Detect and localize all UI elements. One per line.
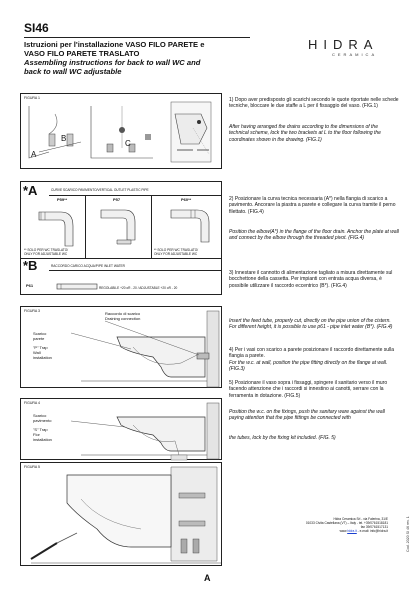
figure-3-outlet-label-2: parete [33, 336, 45, 341]
step-3-english: Insert the feed tube, properly cut, directly on the pipe union of the cistern. For different height, it is possible to use p61 - pipe inlet water (B*). (FIG.4) [229, 318, 393, 331]
part-p59-label: P59** [57, 197, 68, 202]
footer-website-link[interactable]: hidra.it [347, 529, 357, 533]
step-1-italian: 1) Dopo aver predisposto gli scarichi secondo le quote riportate nelle schede tecniche, bloccare le due staffe a L per il fissaggio del vaso. (FIG.1) [229, 97, 399, 110]
document-code: SI46 [24, 21, 49, 35]
figure-3-ptrap-label-3: installation [33, 355, 52, 360]
figure-3-ptrap-label-2: Wall [33, 350, 41, 355]
title-english-2: back to wall WC adjustable [24, 67, 122, 76]
figure-1-letter-c: C [125, 139, 131, 148]
step-5-english-2: the tubes, lock by the fixing kit included. (FIG. 5) [229, 435, 336, 441]
step-5-italian: 5) Posizionare il vaso sopra i fissaggi, spingere il sanitario verso il muro facendo attenzione che i raccordi si innestino ai canotti, serrare con la ferramenta in dotazione. (FIG.5) [229, 380, 388, 399]
brand-logo [308, 38, 394, 60]
step-3-italian: 3) Innestare il cannotto di alimentazione tagliato a misura direttamente sul bocchettone della cassetta. Per impianti con entrata acqua diversa, è possibile utilizzare il raccordo eccentrico (B*). (FIG.4) [229, 270, 393, 289]
footer-web-prefix: www. [339, 529, 348, 533]
footer-email: - e-mail: info@hidra.it [356, 529, 388, 533]
components-b-underline [49, 270, 221, 271]
note-left-line-2: ONLY FOR ADJUSTABLE WC [24, 252, 68, 256]
note-left-line-1: ** SOLO PER WC TRASLATO/ [24, 248, 69, 252]
part-p57-label: P57 [113, 197, 121, 202]
figure-3-label: FIGURA 3 [24, 309, 40, 313]
marker-b: *B [23, 258, 38, 273]
header-rule [24, 37, 250, 38]
figure-1-letter-b: B [61, 134, 67, 143]
brand-subtitle: CERAMICA [332, 52, 378, 57]
figure-3-panel [20, 306, 222, 388]
figure-5-drawing [21, 463, 223, 567]
note-right-line-2: ONLY FOR ADJUSTABLE WC [154, 252, 198, 256]
components-b-header: RACCORDO CARICO ACQUA/PIPE INLET WATER [51, 264, 125, 268]
figure-3-connection-label-en: Draining connection [105, 316, 141, 321]
figure-1-panel [20, 93, 222, 169]
page-letter: A [204, 573, 211, 583]
pipe-drawings [21, 182, 223, 296]
figure-1-drawing [21, 94, 223, 170]
figure-1-letter-a: A [31, 150, 37, 159]
footer-web-line [268, 529, 388, 533]
step-1-english: After having arranged the drains according to the dimensions of the technical scheme, lock the two brackets at L to the floor following the coordinates shown in the drawing. (FIG.1) [229, 124, 381, 143]
figure-4-strap-label-2: Flor [33, 432, 40, 437]
components-panel [20, 181, 222, 295]
figure-4-strap-label-3: installation [33, 437, 52, 442]
figure-3-ptrap-label-1: "P" Trap [33, 345, 48, 350]
footer-contact [268, 517, 388, 533]
footer-company: Hidra Ceramica Srl - via Falerina, 31/E [333, 517, 388, 521]
step-4-italian: 4) Per i vasi con scarico a parete posizionare il raccordo direttamente sulla flangia a parete. [229, 347, 395, 360]
title-italian-2: VASO FILO PARETE TRASLATO [24, 49, 140, 58]
step-5-english-1: Position the w.c. on the fixings, push the sanitary ware against the wall paying attention that the pipe fittings be connected with [229, 409, 385, 422]
brand-name: HIDRA [308, 37, 379, 52]
footer-address: 01033 Civita Castellana (VT) – Italy - tel. +39/0761518181 [305, 521, 388, 525]
figure-3-outlet-label-1: Scarico [33, 331, 47, 336]
title-english-1: Assembling instructions for back to wall WC and [24, 58, 201, 67]
footer-fax: fax 39/0761517131 [360, 525, 388, 529]
note-right-line-1: ** SOLO PER WC TRASLATO/ [154, 248, 199, 252]
figure-4-label: FIGURA 4 [24, 401, 40, 405]
figure-4-outlet-label-1: Scarico [33, 413, 47, 418]
figure-4-outlet-label-2: pavimento [33, 418, 52, 423]
step-2-english: Position the elbow(A*) in the flange of the floor drain. Anchor the plate at wall and connect by the elbow through the threaded pivot. (FIG.4) [229, 229, 399, 242]
components-b-rule [21, 258, 221, 259]
figure-4-panel [20, 398, 222, 460]
part-p61-label: P61 [26, 283, 34, 288]
figure-4-strap-label-1: "S" Trap [33, 427, 48, 432]
figure-5-label: FIGURA 5 [24, 465, 40, 469]
figure-4-drawing [21, 399, 223, 461]
adjustable-range-label: REGOLABILE +20 oR - 20 / ADJUSTABLE +20 oR - 20 [99, 286, 178, 290]
part-p60-label: P60** [181, 197, 192, 202]
side-document-code: Cod. 2020 SI 46 rev. 1 [406, 516, 410, 552]
components-a-header: CURVE SCARICO PAVIMENTO/VERTICAL OUTLET PLASTIC PIPE [51, 188, 149, 192]
marker-a: *A [23, 183, 38, 198]
step-4-english: For the w.c. at wall, position the pipe fitting directly on the flange at wall. (FIG.3) [229, 360, 388, 373]
figure-1-label: FIGURA 1 [24, 96, 40, 100]
figure-5-panel [20, 462, 222, 566]
step-2-italian: 2) Posizionare la curva tecnica necessaria (A*) nella flangia di scarico a pavimento. Ancorare la piastra a parete e collegare la curva tramite il perno filettato. (FIG.4) [229, 196, 396, 215]
figure-3-connection-label-it: Raccordo di scarico [105, 311, 141, 316]
title-italian-1: Istruzioni per l'installazione VASO FILO PARETE e [24, 40, 205, 49]
